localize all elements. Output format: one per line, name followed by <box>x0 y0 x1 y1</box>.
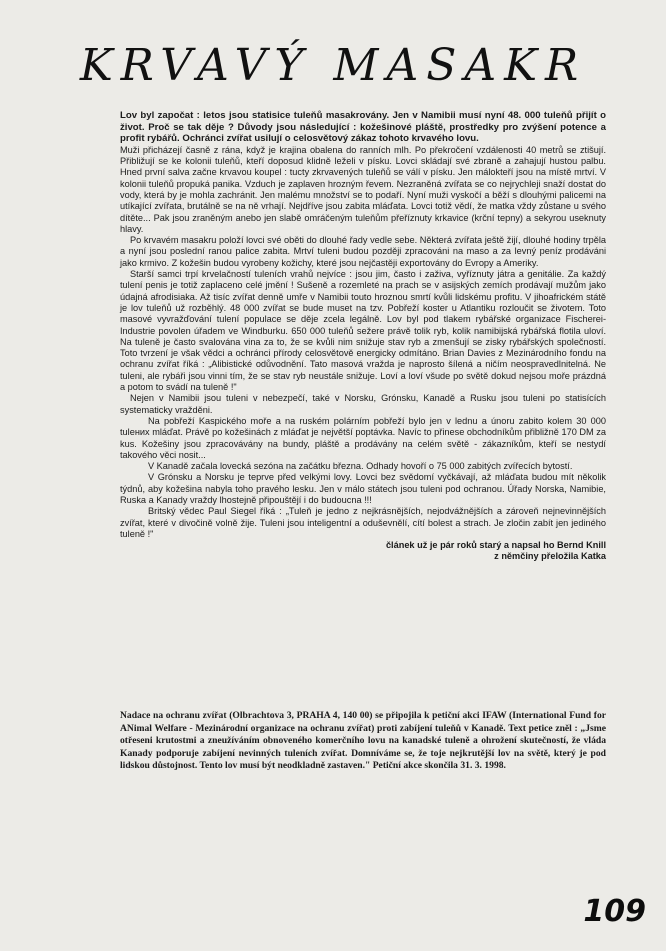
footer-note: Nadace na ochranu zvířat (Olbrachtova 3, PRAHA 4, 140 00) se připojila k petiční akci IFAW (International Fund for ANimal Welfare - Mezinárodní organizace na ochranu zvířat) proti zabíjení tuleňů v Kanadě. Text petice zněl : „Jsme otřeseni krutostmi a zneužíváním obnoveného komerčního lovu na kanadské tuleně a ohrožení skutečností, že vláda Kanady podporuje zabíjení nevinných tulеních zvířat. Domníváme se, že tojе nejkrutější lov na světě, který je pod lidskou důstojnost. Tento lov musí být neodkladně zastaven." Petiční akce skončila 31. 3. 1998. <box>120 710 606 772</box>
signature-translator: z němčiny přeložila Katka <box>494 551 606 562</box>
signature-author: článek už je pár roků starý a napsal ho Bernd Knill <box>385 540 606 551</box>
paragraph-4: Nejen v Namibii jsou tuleni v nebezpečí, také v Norsku, Grónsku, Kanadě a Rusku jsou tuleni po statisících systematicky vražděni. <box>120 393 606 415</box>
paragraph-1: Muži přicházejí časně z rána, když je krajina obalena do ranních mlh. Po překročení vzdálenosti 40 metrů se ztišují. Přibližují se ke kolonii tuleňů, kteří doposud klidně leželi v písku. Lovci skládají své zbraně a zahajují hustou palbu. Hned první salva začne krvavou koupel : tucty zkrvavených tuleňů se válí v písku. Jen málokteří jsou na místě mrtví. V kolonii tuleňů propuká panika. Vzduch je zaplaven hrozným řevem. Nezraněná zvířata se co nejrychleji snaží dostat do vody, která by je mohla zachránit. Jen malému množství se to podaří. Nyní muži vyskočí a běží s dlouhými palicemi na utíkající zvířata, brutálně se na ně vrhají. Nejdříve jsou zabita mláďata. Lovci totiž vědí, že matka vždy zůstane u svého dítěte... Pak jsou zraněným anebo jen slabě omráčeným tuleňům přeříznuty krkavice (krční tepny) a sekyrou useknuty hlavy. <box>120 144 606 234</box>
paragraph-8: Britský vědec Paul Siegel říká : „Tuleň je jedno z nejkrásnějších, nejodvážnějších a zároveň nejnevinnějších zvířat, které v divočině volně žije. Tuleni jsou inteligentní a oduševnělí, cítí bolest a strach. Je zločin zabít jen jediného tuleně !" <box>120 506 606 539</box>
page-number: 109 <box>583 894 646 929</box>
article-body <box>120 110 606 563</box>
article-title: KRVAVÝ MASAKR <box>79 40 587 91</box>
paragraph-5: Na pobřeží Kaspického moře a na ruském polárním pobřeží bylo jen v lednu a únoru zabito kolem 30 000 tulених mláďat. Právě po kožešinách z mláďat je největší poptávka. Navíc to přinese obchodníkům přibližně 170 DM za kus. Kožešiny jsou zpracovávány na bundy, pláště a prodávány na celém světě - zákazníkům, kteří se nestydí takového věci nosit... <box>120 415 606 460</box>
paragraph-3: Starší samci trpí krvelačností tuleních vrahů nejvíce : jsou jim, často i zaživa, vyříznuty játra a genitálie. Za každý tulení penis je totiž zaplaceno celé jmění ! Sušeně a rozemleté na prach se v asijských zemích prodávají mužům jako údajná afrodisiaka. Až tisíc zvířat denně umře v Namibii touto hroznou smrtí kvůli lidskému profitu. V jihoafrickém státě je lov tuleňů už rozběhlý. 48 000 zvířat se bude muset na tzv. Pobřeží koster u Atlantiku rozloučit se životem. Toto masové vyvražďování tulení populace se děje zcela legálně. Lov byl pod tlakem rybářské organizace Fischerei-Industrie povolen úřadem ve Windburku. 650 000 tuleňů sežere právě tolik ryb, kolik namibijská rybářská flotila uloví. Na tuleně je často svalována vina za to, že se kvůli nim snižuje stav ryb a zmenšují se zisky rybářských společností. Toto tvrzení je však vědci a ochránci přírody celosvětově energicky odmítáno. Brian Davies z Mezinárodního fondu na ochranu zvířat říká : „Alibistické odůvodnění. Tato masová vražda je naprosto šílená a ničím neospravedlnitelná. Ne tuleni, ale rybáři jsou vinni tím, že se stav ryb neustále snižuje. Loví a loví všude po světě dokud nejsou moře prázdná a potom to svádí na tuleně !" <box>120 269 606 393</box>
paragraph-6: V Kanadě začala lovecká sezóna na začátku března. Odhady hovoří o 75 000 zabitých zvířecích bytostí. <box>148 461 573 472</box>
paragraph-2: Po krvavém masakru položí lovci své oběti do dlouhé řady vedle sebe. Některá zvířata ještě žijí, dlouhé hodiny trpěla a nyní jsou poslední ranou palice zabita. Mrtví tuleni budou později zpracováni na maso a za levný peníz prodáváni jako krmivo. Z kožešin budou vyrobeny kožichy, které jsou nejčastěji exportovány do Evropy a Ameriky. <box>120 235 606 268</box>
paragraph-7: V Grónsku a Norsku je teprve před velkými lovy. Lovci bez svědomí vyčkávají, až mláďata budou mít několik týdnů, aby kožešina nabyla toho pravého lesku. Jen v málo státech jsou tuleni pod ochranou. Úřady Norska, Namibie, Ruska a Kanady vraždy lhostejně připouštějí i do budoucna !!! <box>120 472 606 505</box>
lead-paragraph: Lov byl započat : letos jsou statisice tuleňů masakrovány. Jen v Namibii musí nyní 48. 000 tuleňů přijít o život. Proč se tak děje ? Důvody jsou následující : kožešinové pláště, prostředky pro zvýšení potence a profit rybářů. Ochránci zvířat usilují o celosvětový zákaz tohoto krvavého lovu. <box>120 110 606 145</box>
